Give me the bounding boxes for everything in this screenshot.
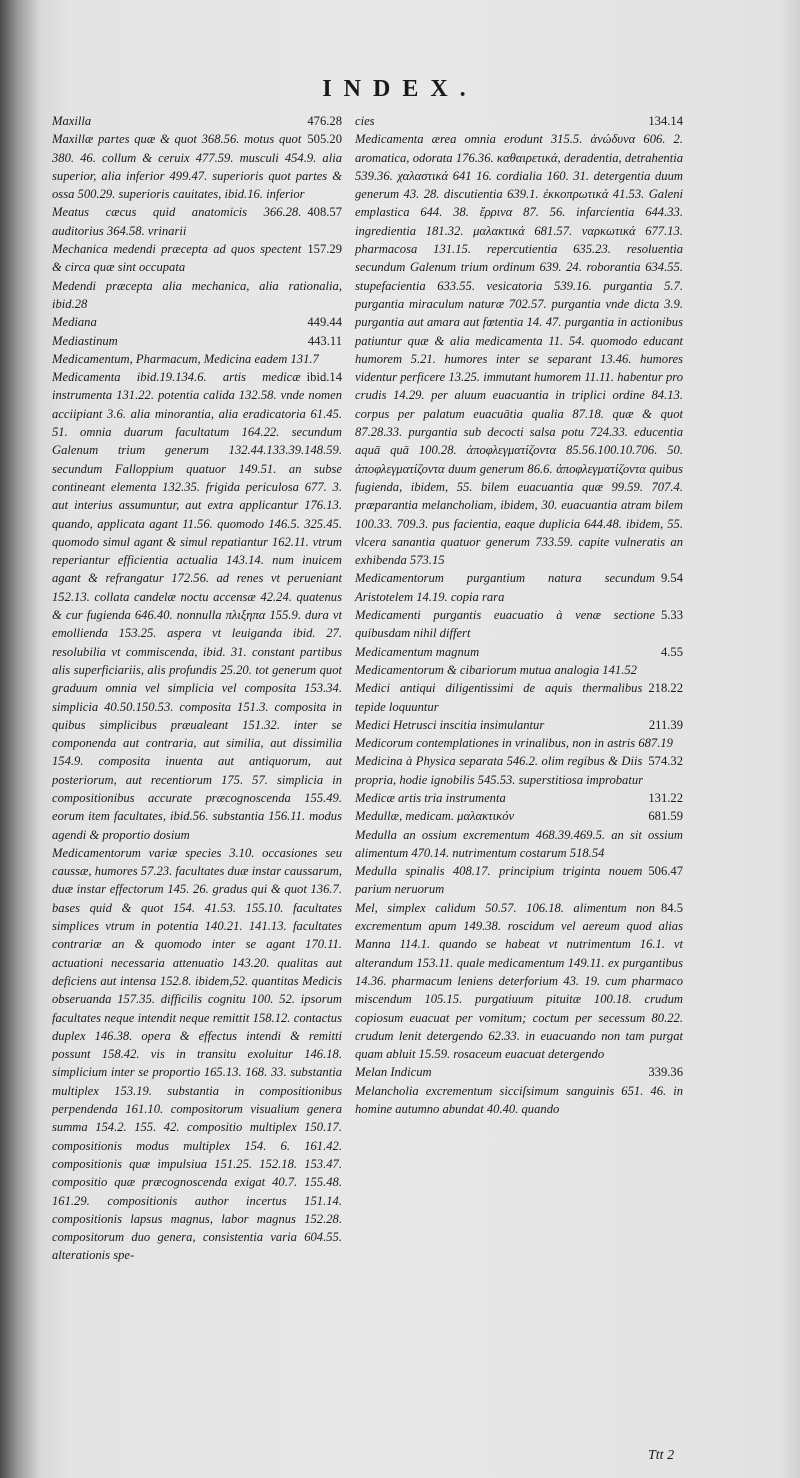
right-column [355, 112, 683, 1118]
index-entry-text: Melan Indicum [355, 1065, 432, 1080]
index-entry-text: Medicamentum magnum [355, 644, 480, 659]
index-entry-text: Medici Hetrusci inscitia insimulantur [355, 717, 545, 732]
index-entry [355, 130, 683, 569]
index-entry-text: Medici antiqui diligentissimi de aquis thermalibus tepide loquuntur [355, 681, 643, 714]
page-title: INDEX. [322, 76, 478, 102]
signature-mark: Ttt 2 [648, 1448, 675, 1463]
index-entry [52, 277, 342, 314]
index-entry-page: 211.39 [648, 717, 683, 732]
index-entry-page: 84.5 [660, 900, 683, 915]
index-entry [355, 569, 683, 606]
index-entry-text: Medulla spinalis 408.17. principium triginta nouem parium neruorum [355, 864, 643, 897]
index-entry-page: 9.54 [660, 571, 683, 586]
index-entry [52, 332, 342, 350]
index-entry-text: Medicamenta ærea omnia erodunt 315.5. ἀνώδυνα 606. 2. aromatica, odorata 176.36. καθαιρετικά, deradentia, detrahentia 539.36. χαλαστικά 641 16. cordialia 160. 31. detergentia duum generum 43. 28. discutientia 639.1. ἐκκοπρωτικά 41.53. Galeni emplastica 644. 38. ἔρρινα 87. 56. infarcientia 644.33. ingredientia 181.32. μαλακτικά 681.57. ναρκωτικά 677.13. pharmacosa 131.15. repercutientia 635.23. resoluentia secundum Galenum trium ordinum 639. 24. roborantia 634.55. stupefacientia 633.55. vesicatoria 539.16. purgantia 5.7. purgantia miraculum naturæ 702.57. purgantia vnde dicta 3.9. purgantia aut amara aut fœtentia 14. 47. purgantia in actionibus patiuntur quæ & alia medicamenta 11. 54. quomodo educant humorem 5.21. humores inter se separant 13.46. humores videntur perficere 13.25. immutant humorem 11.11. habentur pro crudis 14.29. per aluum euacuantia in triplici ordine 84.13. corpus per palatum euacuātia qualia 87.18. quæ & quot 87.28.33. purgantia sub decocti salsa potu 724.33. educentia aquā quā 100.28. ἀποφλεγματίζοντα 85.56.100.10.706. 50. ἀποφλεγματίζοντα duum generum 86.6. ἀποφλεγματίζοντα quibus fugienda, ibidem, 55. bilem euacuantia quæ 99.59. 707.4. præparantia melancholiam, ibidem, 30. euacuantia atram bilem 100.33. 709.3. pus facientia, eaque duplicia 644.48. ibidem, 55. vlcera sanantia quatuor generum 733.59. capite vulneratis an exhibenda 573.15 [355, 132, 683, 568]
index-entry-text: Medicamentorum & cibariorum mutua analogia 141.52 [355, 662, 637, 677]
index-entry-page: 131.22 [648, 790, 683, 805]
index-entry-text: Mediastinum [52, 333, 118, 348]
index-entry-text: Mechanica medendi præcepta ad quos spectent & circa quæ sint occupata [52, 242, 302, 275]
index-entry [355, 661, 683, 679]
index-entry-page: 339.36 [648, 1065, 683, 1080]
index-entry-page: 449.44 [307, 315, 342, 330]
index-entry [355, 716, 683, 734]
index-entry-page: 443.11 [307, 333, 342, 348]
index-entry [355, 643, 683, 661]
index-entry [52, 350, 342, 368]
index-entry-page: 506.47 [648, 864, 683, 879]
index-entry-page: 4.55 [660, 644, 683, 659]
index-entry-text: Maxilla [52, 114, 92, 128]
index-entry-text: Medicamentorum variæ species 3.10. occasiones seu caussæ, humores 57.23. facultates duæ instar caussarum, duæ instar effectorum 145. 26. gradus qui & quot 136.7. bases quid & quot 154. 41.53. 155.10. facultates simplices vtrum in potentia 140.21. 141.13. facultates contrariæ an & quomodo inter se agant 170.11. actuationi necessaria attenuatio 143.20. qualitas aut deficiens aut intensa 152.8. ibidem,52. quantitas Medicis obseruanda 157.35. difficilis cognitu 100. 52. ipsorum facultates neque intendit neque remittit 158.12. contactus duplex 146.38. opera & effectus intendi & remitti possunt 158.42. vis in transitu exoluitur 146.18. simplicium inter se proportio 165.13. 168. 33. substantia multiplex 153.19. substantia in compositionibus perpendenda 161.10. compositorum visualium genera summa 154.2. 155. 42. compositio multiplex 150.17. compositionis modus multiplex 154. 6. 161.42. compositionis quæ impulsiua 151.25. 152.18. 153.47. compositio quæ præcognoscenda exigat 40.7. 155.48. 161.29. compositionis author incertus 151.14. compositionis lapsus magnus, labor magnus 152.28. compositorum duo genera, consistentia varia 604.55. alterationis spe- [52, 845, 342, 1263]
index-entry-page: 5.33 [660, 608, 683, 623]
left-column [52, 112, 342, 1265]
index-entry-page: 157.29 [307, 242, 342, 257]
index-entry [355, 112, 683, 130]
index-entry [52, 130, 342, 203]
index-entry [355, 807, 683, 825]
index-entry-text: Melancholia excrementum sicciſsimum sanguinis 651. 46. in homine autumno abundat 40.40. quando [355, 1083, 683, 1117]
index-entry-text: Medulla an ossium excrementum 468.39.469.5. an sit ossium alimentum 470.14. nutrimentum costarum 518.54 [355, 827, 683, 860]
index-entry [52, 240, 342, 277]
index-entry [355, 1082, 683, 1119]
index-entry-text: Mediana [52, 315, 97, 330]
index-entry [52, 368, 342, 844]
index-entry-text: Medendi præcepta alia mechanica, alia rationalia, ibid.28 [52, 278, 342, 311]
index-entry [355, 789, 683, 807]
index-entry [355, 826, 683, 863]
index-entry [355, 862, 683, 899]
index-entry [355, 1063, 683, 1081]
index-entry [355, 752, 683, 789]
index-entry-page: 574.32 [648, 754, 683, 769]
index-entry-page: 134.14 [648, 114, 683, 128]
index-entry [52, 313, 342, 331]
index-entry-page: 476.28 [307, 114, 342, 128]
index-entry-page: 218.22 [648, 681, 683, 696]
index-entry-text: Maxillæ partes quæ & quot 368.56. motus quot 380. 46. collum & ceruix 477.59. musculi 454.9. alia superior, alia inferior 499.47. superioris quot partes & ossa 500.29. superioris cauitates, ibid.16. inferior [52, 132, 342, 202]
index-entry-page: 681.59 [648, 809, 683, 824]
index-entry-text: Medicamentum, Pharmacum, Medicina eadem 131.7 [52, 351, 319, 366]
index-entry [355, 679, 683, 716]
index-entry-text: Medicina à Physica separata 546.2. olim regibus & Diis propria, hodie ignobilis 545.53. superstitiosa improbatur [355, 754, 644, 787]
index-entry [355, 899, 683, 1064]
index-entry-page: 505.20 [307, 132, 342, 147]
index-entry-text: Medicamentorum purgantium natura secundum Aristotelem 14.19. copia rara [355, 571, 655, 604]
index-entry-text: Mel, simplex calidum 50.57. 106.18. alimentum non excrementum apum 149.38. roscidum vel aereum quod alias Manna 114.1. quando se habeat vt nutrimentum 16.1. vt alterandum 153.11. quale medicamentum 149.11. ex purgantibus 14.36. pharmacum leniens deterforium 43. 19. cum pharmaco miscendum 105.15. purgatiuum pituitæ 100.18. crudum copiosum euacuat per vomitum; coctum per secessum 80.22. crudum lenit detergendo 62.33. in euacuando non tam purgat quam abluit 15.59. rosaceum euacuat detergendo [355, 900, 683, 1062]
index-entry [52, 844, 342, 1265]
index-entry-text: Medicæ artis tria instrumenta [355, 790, 506, 805]
index-entry-page: 408.57 [307, 205, 342, 220]
index-entry [355, 734, 683, 752]
index-entry-text: cies [355, 114, 375, 128]
index-entry-text: Medullæ, medicam. μαλακτικόν [355, 809, 515, 824]
index-entry-text: Medicorum contemplationes in vrinalibus, non in astris 687.19 [355, 736, 673, 751]
index-entry [52, 112, 342, 130]
index-entry-text: Meatus cæcus quid anatomicis 366.28. auditorius 364.58. vrinarii [52, 205, 302, 238]
index-entry-page: ibid.14 [306, 370, 342, 385]
index-entry-text: Medicamenta ibid.19.134.6. artis medicæ instrumenta 131.22. potentia calida 132.58. vnde nomen acciipiant 3.6. alia minorantia, alia eradicatoria 61.45. 51. omnia duarum facultatum 164.22. secundum Galenum trium generum 132.44.133.39.148.59. secundum Falloppium quatuor 149.51. an subse contineant elementa 132.35. frigida periculosa 677. 3. aut interius assumuntur, aut extra applicantur 176.13. quando, applicata agant 11.56. quomodo 146.5. 325.45. quomodo simul agant & simul repatiantur 162.11. vtrum reperiantur efficientia actualia 143.14. num inuicem agant & refrangatur 172.56. ad renes vt perueniant 152.13. collata candelæ noctu accensæ 42.24. quatenus & cur fugienda 646.40. nonnulla πλιξηπα 155.9. dura vt emollienda 153.25. aspera vt leuiganda ibid. 27. resolubilia vt commiscenda, ibid. 31. constant partibus alis superficiariis, alis profundis 25.20. tot generum quot graduum omnia vel simplicia vel composita 153.34. simplicia 40.50.150.53. composita 151.3. composita in quibus simplicibus præualeant 151.32. inter se componenda aut contraria, aut similia, aut dissimilia 154.9. composita inuenta aut antiquorum, aut posteriorum, aut recentiorum 175. 57. simplicia in compositionibus accurate præcognoscenda 155.49. eorum item facultates, ibid.56. substantia 156.11. modus agendi & proportio dosium [52, 370, 342, 842]
index-entry [355, 606, 683, 643]
index-entry-text: Medicamenti purgantis euacuatio à venæ sectione quibusdam nihil differt [355, 608, 655, 641]
index-entry [52, 203, 342, 240]
